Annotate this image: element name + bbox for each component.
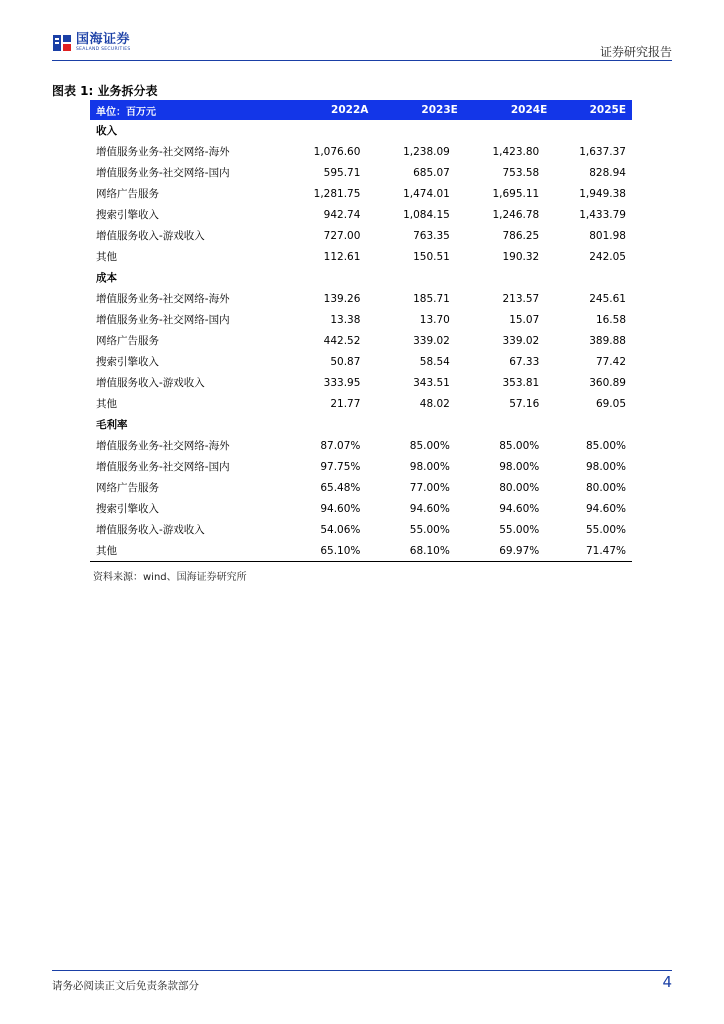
year-header: 2025E (553, 100, 632, 120)
value-cell: 69.05 (595, 397, 626, 410)
page-header (52, 30, 672, 61)
value-cell: 150.51 (413, 250, 450, 263)
row-label: 网络广告服务 (96, 188, 159, 200)
row-label: 搜索引擎收入 (96, 209, 159, 221)
value-cell: 85.00% (585, 439, 626, 452)
value-cell: 389.88 (589, 334, 626, 347)
value-cell: 1,423.80 (492, 145, 540, 158)
value-cell: 360.89 (589, 376, 626, 389)
row-label: 网络广告服务 (96, 482, 159, 494)
section-title: 收入 (96, 125, 117, 137)
value-cell: 68.10% (374, 540, 463, 562)
value-cell: 21.77 (330, 397, 361, 410)
value-cell: 112.61 (323, 250, 361, 263)
logo-chinese-name: 国海证券 (76, 32, 131, 48)
section-title: 毛利率 (96, 419, 128, 431)
value-cell: 85.00% (499, 439, 540, 452)
row-label: 搜索引擎收入 (96, 503, 159, 515)
value-cell: 339.02 (502, 334, 540, 347)
year-header: 2022A (285, 100, 374, 120)
value-cell: 98.00% (409, 460, 450, 473)
row-label: 其他 (96, 251, 117, 263)
figure-title: 图表 1: 业务拆分表 (52, 84, 158, 98)
table-row (90, 246, 632, 267)
value-cell: 71.47% (553, 540, 632, 562)
value-cell: 55.00% (585, 523, 626, 536)
table-row (90, 540, 632, 562)
row-label: 其他 (96, 398, 117, 410)
value-cell: 1,076.60 (313, 145, 361, 158)
table-row (90, 162, 632, 183)
table-row (90, 183, 632, 204)
unit-label: 单位：百万元 (90, 100, 285, 120)
value-cell: 1,246.78 (492, 208, 540, 221)
value-cell: 763.35 (413, 229, 450, 242)
section-title: 成本 (96, 272, 117, 284)
value-cell: 727.00 (323, 229, 361, 242)
row-label: 增值服务收入-游戏收入 (96, 377, 205, 389)
page-footer (52, 970, 672, 1001)
value-cell: 77.42 (595, 355, 626, 368)
value-cell: 1,084.15 (403, 208, 450, 221)
value-cell: 58.54 (419, 355, 450, 368)
value-cell: 190.32 (502, 250, 540, 263)
table-body (90, 120, 632, 562)
business-breakdown-table (90, 100, 632, 562)
value-cell: 801.98 (589, 229, 626, 242)
table-header-row (90, 100, 632, 120)
value-cell: 55.00% (409, 523, 450, 536)
row-label: 搜索引擎收入 (96, 356, 159, 368)
section-row (90, 414, 632, 435)
year-header: 2023E (374, 100, 463, 120)
value-cell: 442.52 (323, 334, 361, 347)
table-row (90, 141, 632, 162)
value-cell: 16.58 (595, 313, 626, 326)
value-cell: 1,238.09 (403, 145, 450, 158)
value-cell: 13.38 (330, 313, 361, 326)
value-cell: 1,637.37 (579, 145, 626, 158)
value-cell: 48.02 (419, 397, 450, 410)
value-cell: 69.97% (464, 540, 553, 562)
table-row (90, 498, 632, 519)
table-row (90, 519, 632, 540)
value-cell: 50.87 (330, 355, 361, 368)
table-row (90, 225, 632, 246)
value-cell: 65.48% (320, 481, 361, 494)
value-cell: 753.58 (502, 166, 540, 179)
table-row (90, 393, 632, 414)
value-cell: 67.33 (509, 355, 540, 368)
value-cell: 1,281.75 (313, 187, 361, 200)
value-cell: 13.70 (419, 313, 450, 326)
value-cell: 139.26 (323, 292, 361, 305)
table-row (90, 456, 632, 477)
section-row (90, 267, 632, 288)
value-cell: 245.61 (589, 292, 626, 305)
table-row (90, 288, 632, 309)
value-cell: 828.94 (589, 166, 626, 179)
value-cell: 353.81 (502, 376, 540, 389)
logo-english-name: SEALAND SECURITIES (76, 47, 131, 53)
company-logo (52, 32, 131, 54)
row-label: 增值服务业务-社交网络-国内 (96, 167, 230, 179)
table-row (90, 204, 632, 225)
value-cell: 80.00% (585, 481, 626, 494)
sealand-logo-icon (52, 33, 72, 53)
page-number: 4 (662, 973, 672, 991)
value-cell: 15.07 (509, 313, 540, 326)
value-cell: 1,474.01 (403, 187, 450, 200)
row-label: 增值服务业务-社交网络-国内 (96, 314, 230, 326)
value-cell: 80.00% (499, 481, 540, 494)
value-cell: 54.06% (320, 523, 361, 536)
table-row (90, 372, 632, 393)
table-row (90, 309, 632, 330)
value-cell: 595.71 (323, 166, 361, 179)
row-label: 增值服务业务-社交网络-海外 (96, 293, 230, 305)
table-row (90, 435, 632, 456)
value-cell: 94.60% (409, 502, 450, 515)
row-label: 增值服务业务-社交网络-国内 (96, 461, 230, 473)
value-cell: 242.05 (589, 250, 626, 263)
value-cell: 343.51 (413, 376, 450, 389)
row-label: 增值服务业务-社交网络-海外 (96, 146, 230, 158)
row-label: 增值服务业务-社交网络-海外 (96, 440, 230, 452)
disclaimer-note: 请务必阅读正文后免责条款部分 (52, 980, 199, 992)
row-label: 增值服务收入-游戏收入 (96, 524, 205, 536)
value-cell: 1,695.11 (492, 187, 540, 200)
value-cell: 213.57 (502, 292, 540, 305)
value-cell: 55.00% (499, 523, 540, 536)
section-row (90, 120, 632, 141)
document-type: 证券研究报告 (599, 45, 672, 59)
value-cell: 94.60% (320, 502, 361, 515)
value-cell: 94.60% (499, 502, 540, 515)
row-label: 其他 (90, 540, 285, 562)
value-cell: 942.74 (323, 208, 361, 221)
value-cell: 85.00% (409, 439, 450, 452)
row-label: 网络广告服务 (96, 335, 159, 347)
table-row (90, 477, 632, 498)
value-cell: 94.60% (585, 502, 626, 515)
value-cell: 57.16 (509, 397, 540, 410)
row-label: 增值服务收入-游戏收入 (96, 230, 205, 242)
table-row (90, 351, 632, 372)
value-cell: 98.00% (585, 460, 626, 473)
value-cell: 77.00% (409, 481, 450, 494)
table-row (90, 330, 632, 351)
value-cell: 65.10% (285, 540, 374, 562)
value-cell: 786.25 (502, 229, 540, 242)
value-cell: 98.00% (499, 460, 540, 473)
value-cell: 1,949.38 (579, 187, 626, 200)
value-cell: 87.07% (320, 439, 361, 452)
data-source: 资料来源：wind、国海证券研究所 (93, 572, 247, 583)
value-cell: 339.02 (413, 334, 450, 347)
value-cell: 185.71 (413, 292, 450, 305)
value-cell: 333.95 (323, 376, 361, 389)
value-cell: 685.07 (413, 166, 450, 179)
value-cell: 97.75% (320, 460, 361, 473)
value-cell: 1,433.79 (579, 208, 626, 221)
year-header: 2024E (464, 100, 553, 120)
